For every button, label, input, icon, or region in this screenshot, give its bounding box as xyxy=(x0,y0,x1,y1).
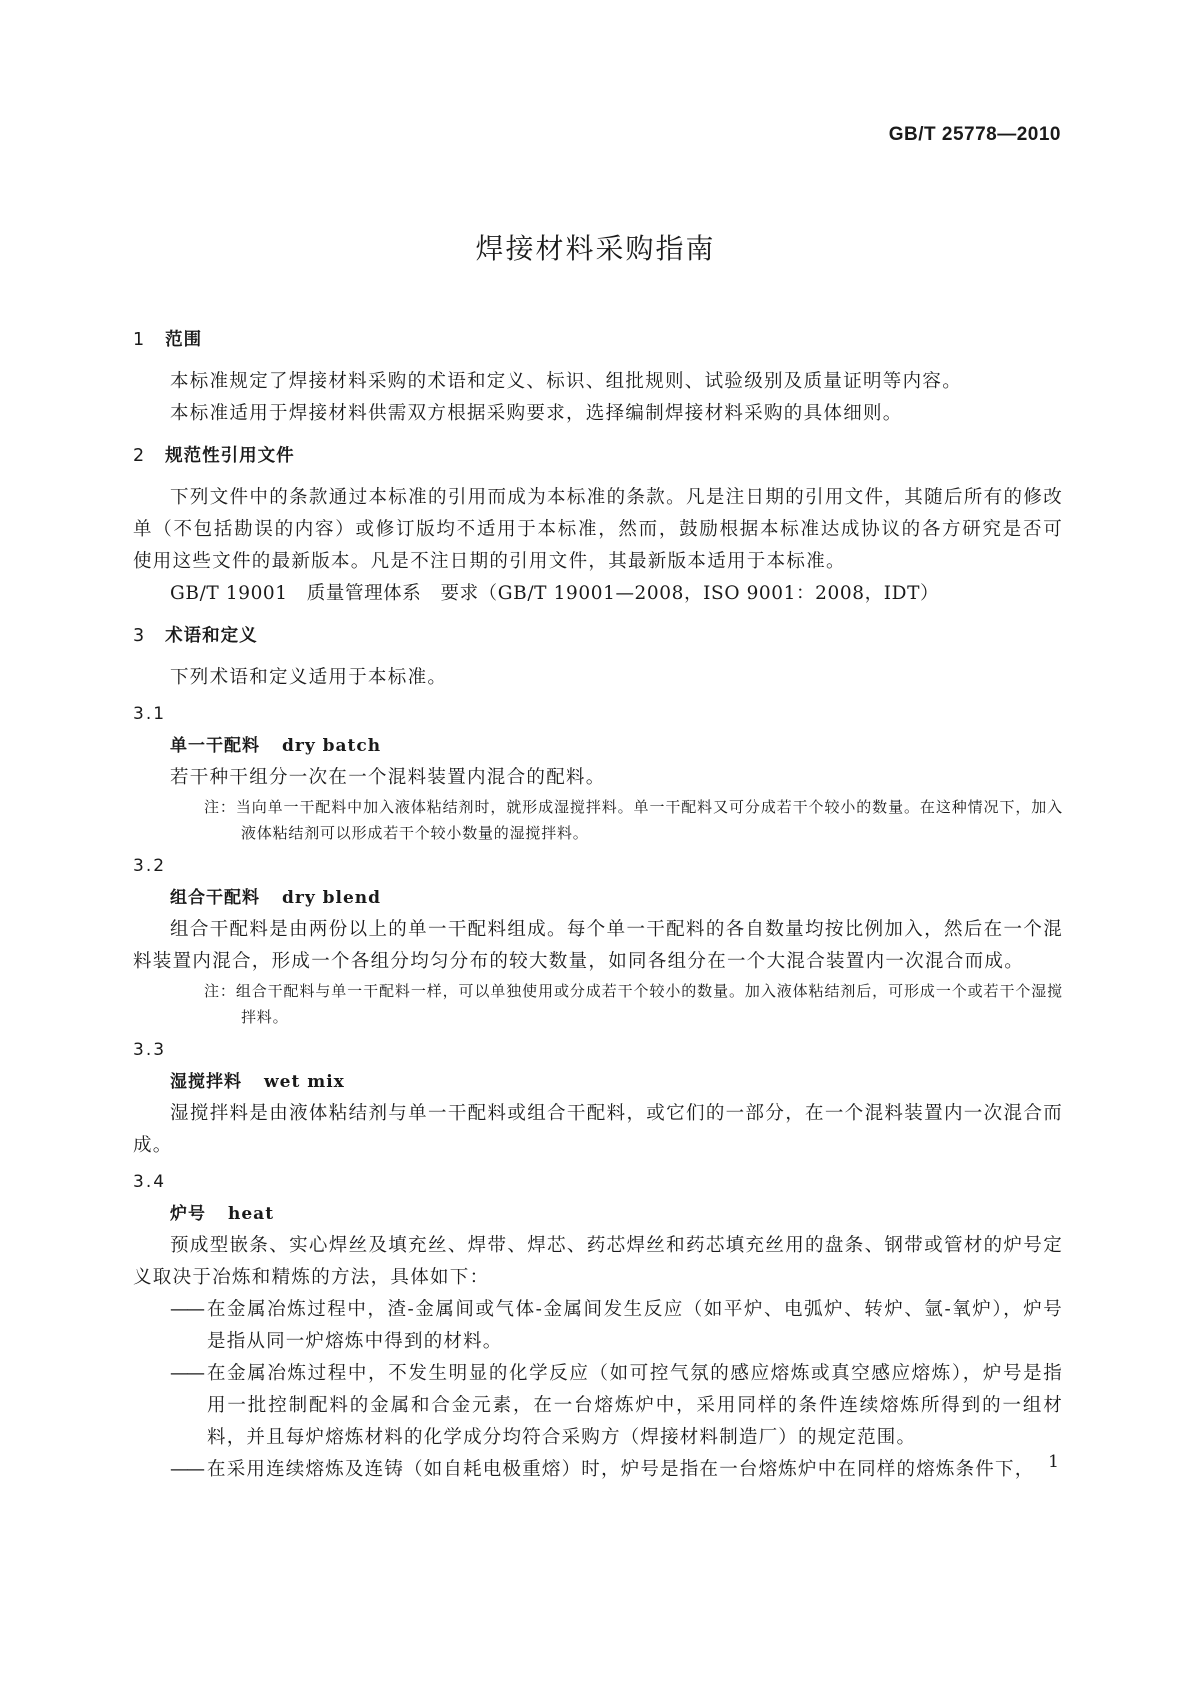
term-zh: 组合干配料 xyxy=(170,888,260,908)
term-note: 注：当向单一干配料中加入液体粘结剂时，就形成湿搅拌料。单一干配料又可分成若干个较小的数量。在这种情况下，加入液体粘结剂可以形成若干个较小数量的湿搅拌料。 xyxy=(204,798,1063,842)
dash-marker: —— xyxy=(170,1459,203,1480)
section-heading-terms xyxy=(133,620,1063,652)
list-item-text: 在采用连续熔炼及连铸（如自耗电极重熔）时，炉号是指在一台熔炼炉中在同样的熔炼条件下， xyxy=(207,1459,1035,1480)
term-zh: 炉号 xyxy=(170,1204,206,1224)
dash-marker: —— xyxy=(170,1299,203,1320)
section-title: 规范性引用文件 xyxy=(165,446,295,466)
term-definition: 湿搅拌料是由液体粘结剂与单一干配料或组合干配料，或它们的一部分，在一个混料装置内一次混合而成。 xyxy=(133,1103,1063,1156)
term-en: dry blend xyxy=(282,888,382,908)
term-en: dry batch xyxy=(282,736,382,756)
term-number: 3.1 xyxy=(133,704,167,724)
term-zh: 单一干配料 xyxy=(170,736,260,756)
section-number: 2 xyxy=(133,446,146,466)
list-item xyxy=(133,1454,1063,1486)
term-heading xyxy=(133,1198,1063,1230)
list-item-text: 在金属冶炼过程中，不发生明显的化学反应（如可控气氛的感应熔炼或真空感应熔炼），炉号是指用一批控制配料的金属和合金元素，在一台熔炼炉中，采用同样的条件连续熔炼所得到的一组材料，并且每炉熔炼材料的化学成分均符合采购方（焊接材料制造厂）的规定范围。 xyxy=(207,1363,1063,1448)
term-heading xyxy=(133,882,1063,914)
term-number: 3.3 xyxy=(133,1040,167,1060)
term-en: wet mix xyxy=(264,1072,345,1092)
term-heading xyxy=(133,730,1063,762)
term-note: 注：组合干配料与单一干配料一样，可以单独使用或分成若干个较小的数量。加入液体粘结剂后，可形成一个或若干个湿搅拌料。 xyxy=(204,982,1063,1026)
list-item-text: 在金属冶炼过程中，渣-金属间或气体-金属间发生反应（如平炉、电弧炉、转炉、氩-氧炉），炉号是指从同一炉熔炼中得到的材料。 xyxy=(207,1299,1063,1352)
section-title: 范围 xyxy=(165,330,203,350)
term-en: heat xyxy=(228,1204,275,1224)
reference-entry: GB/T 19001 质量管理体系 要求（GB/T 19001—2008，ISO 9001：2008，IDT） xyxy=(170,583,940,604)
list-item xyxy=(133,1358,1063,1454)
section-title: 术语和定义 xyxy=(165,626,258,646)
page-number: 1 xyxy=(1048,1452,1059,1472)
standard-code: GB/T 25778—2010 xyxy=(888,124,1061,145)
paragraph: 本标准规定了焊接材料采购的术语和定义、标识、组批规则、试验级别及质量证明等内容。 xyxy=(170,371,963,392)
term-zh: 湿搅拌料 xyxy=(170,1072,242,1092)
paragraph: 下列术语和定义适用于本标准。 xyxy=(170,667,448,688)
term-number: 3.4 xyxy=(133,1172,167,1192)
section-heading-normative-references xyxy=(133,440,1063,472)
term-definition: 若干种干组分一次在一个混料装置内混合的配料。 xyxy=(170,767,606,788)
term-heading xyxy=(133,1066,1063,1098)
section-heading-scope xyxy=(133,324,1063,356)
section-number: 3 xyxy=(133,626,146,646)
section-number: 1 xyxy=(133,330,146,350)
list-item xyxy=(133,1294,1063,1358)
term-definition: 组合干配料是由两份以上的单一干配料组成。每个单一干配料的各自数量均按比例加入，然后在一个混料装置内混合，形成一个各组分均匀分布的较大数量，如同各组分在一个大混合装置内一次混合而成。 xyxy=(133,919,1063,972)
paragraph: 本标准适用于焊接材料供需双方根据采购要求，选择编制焊接材料采购的具体细则。 xyxy=(170,403,903,424)
document-title: 焊接材料采购指南 xyxy=(475,232,716,265)
term-number: 3.2 xyxy=(133,856,167,876)
document-body xyxy=(133,324,1063,1486)
dash-marker: —— xyxy=(170,1363,203,1384)
term-definition: 预成型嵌条、实心焊丝及填充丝、焊带、焊芯、药芯焊丝和药芯填充丝用的盘条、钢带或管材的炉号定义取决于冶炼和精炼的方法，具体如下： xyxy=(133,1235,1063,1288)
paragraph: 下列文件中的条款通过本标准的引用而成为本标准的条款。凡是注日期的引用文件，其随后所有的修改单（不包括勘误的内容）或修订版均不适用于本标准，然而，鼓励根据本标准达成协议的各方研究是否可使用这些文件的最新版本。凡是不注日期的引用文件，其最新版本适用于本标准。 xyxy=(133,487,1063,572)
